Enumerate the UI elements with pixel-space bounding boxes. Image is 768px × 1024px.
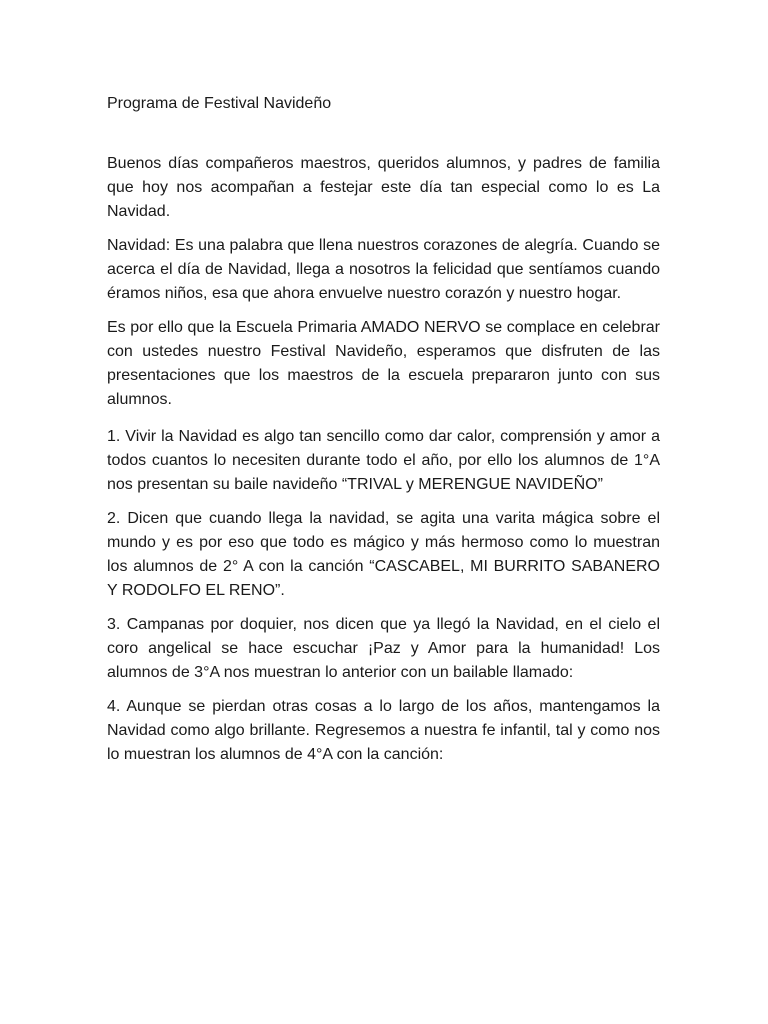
document-body xyxy=(107,92,660,777)
paragraph-item-3: 3. Campanas por doquier, nos dicen que ya llegó la Navidad, en el cielo el coro angelical se hace escuchar ¡Paz y Amor para la humanidad! Los alumnos de 3°A nos muestran lo anterior con un bailable llamado: xyxy=(107,616,660,681)
document-title: Programa de Festival Navideño xyxy=(107,95,332,112)
paragraph-festival: Es por ello que la Escuela Primaria AMADO NERVO se complace en celebrar con ustedes nuestro Festival Navideño, esperamos que disfruten de las presentaciones que los maestros de la escuela prepararon junto con sus alumnos. xyxy=(107,319,660,408)
paragraph-item-1: 1. Vivir la Navidad es algo tan sencillo como dar calor, comprensión y amor a todos cuantos lo necesiten durante todo el año, por ello los alumnos de 1°A nos presentan su baile navideño “TRIVAL y MERENGUE NAVIDEÑO” xyxy=(107,428,660,493)
paragraph-greeting: Buenos días compañeros maestros, queridos alumnos, y padres de familia que hoy nos acompañan a festejar este día tan especial como lo es La Navidad. xyxy=(107,155,660,220)
paragraph-item-2: 2. Dicen que cuando llega la navidad, se agita una varita mágica sobre el mundo y es por eso que todo es mágico y más hermoso como lo muestran los alumnos de 2° A con la canción “CASCABEL, MI BURRITO SABANERO Y RODOLFO EL RENO”. xyxy=(107,510,660,599)
paragraph-item-4: 4. Aunque se pierdan otras cosas a lo largo de los años, mantengamos la Navidad como algo brillante. Regresemos a nuestra fe infantil, tal y como nos lo muestran los alumnos de 4°A con la canción: xyxy=(107,698,660,763)
paragraph-navidad: Navidad: Es una palabra que llena nuestros corazones de alegría. Cuando se acerca el día de Navidad, llega a nosotros la felicidad que sentíamos cuando éramos niños, esa que ahora envuelve nuestro corazón y nuestro hogar. xyxy=(107,237,660,302)
